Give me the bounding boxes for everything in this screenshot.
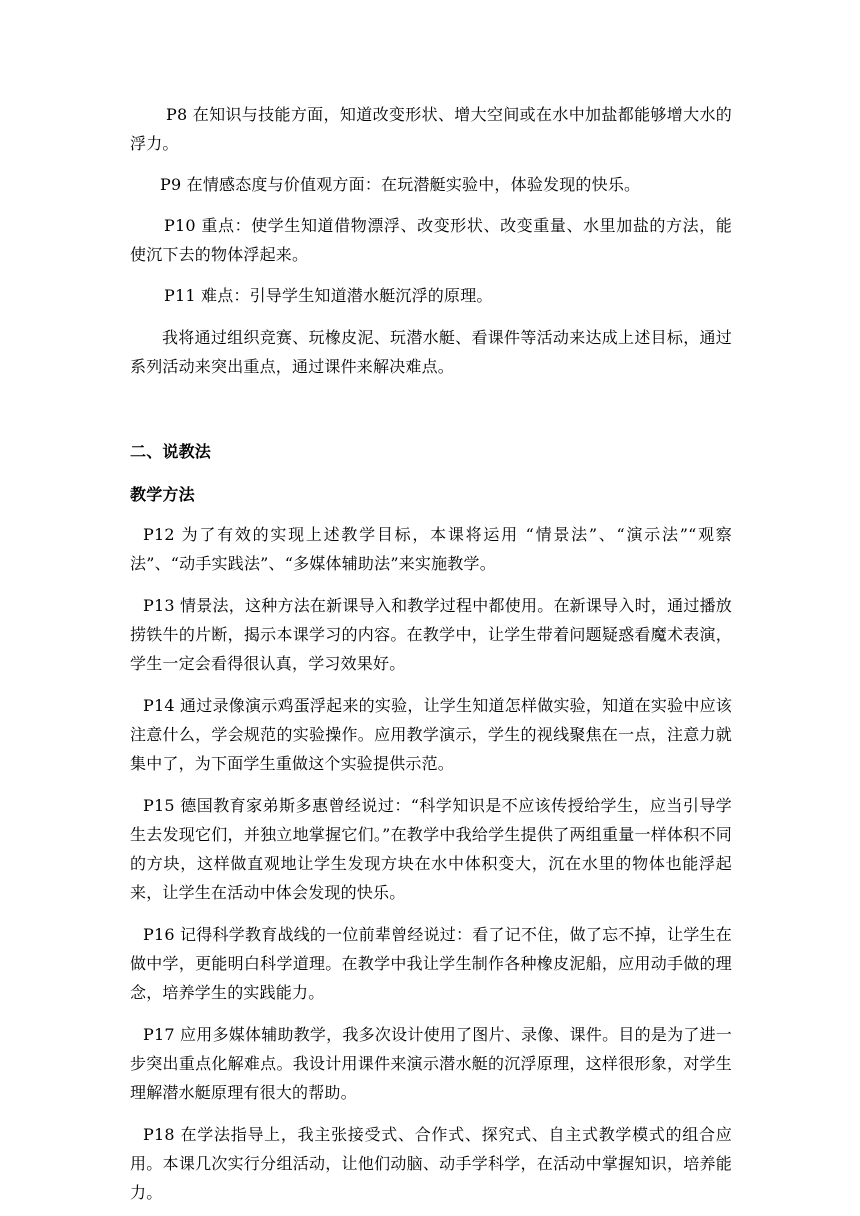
document-page [130, 100, 732, 1207]
paragraph-p9: P9 在情感态度与价值观方面：在玩潜艇实验中，体验发现的快乐。 [160, 175, 641, 194]
paragraph-intro: 我将通过组织竞赛、玩橡皮泥、玩潜水艇、看课件等活动来达成上述目标，通过系列活动来突出重点，通过课件来解决难点。 [130, 328, 732, 376]
section-heading: 二、说教法 [130, 442, 212, 461]
paragraph-p17: P17 应用多媒体辅助教学，我多次设计使用了图片、录像、课件。目的是为了进一步突出重点化解难点。我设计用课件来演示潜水艇的沉浮原理，这样很形象，对学生理解潜水艇原理有很大的帮助。 [130, 1025, 732, 1102]
paragraph-p16: P16 记得科学教育战线的一位前辈曾经说过：看了记不住，做了忘不掉，让学生在做中学，更能明白科学道理。在教学中我让学生制作各种橡皮泥船，应用动手做的理念，培养学生的实践能力。 [130, 925, 732, 1002]
paragraph-p14: P14 通过录像演示鸡蛋浮起来的实验，让学生知道怎样做实验，知道在实验中应该注意什么，学会规范的实验操作。应用教学演示，学生的视线聚焦在一点，注意力就集中了，为下面学生重做这个实验提供示范。 [130, 696, 732, 773]
paragraph-p11: P11 难点：引导学生知道潜水艇沉浮的原理。 [164, 286, 493, 305]
paragraph-p15: P15 德国教育家弟斯多惠曾经说过：“科学知识是不应该传授给学生，应当引导学生去发现它们，并独立地掌握它们。”在教学中我给学生提供了两组重量一样体积不同的方块，这样做直观地让学生发现方块在水中体积变大，沉在水里的物体也能浮起来，让学生在活动中体会发现的快乐。 [130, 796, 732, 902]
paragraph-p12: P12 为了有效的实现上述教学目标，本课将运用 “情景法”、“演示法”“观察法”、“动手实践法”、“多媒体辅助法”来实施教学。 [130, 525, 732, 573]
paragraph-p13: P13 情景法，这种方法在新课导入和教学过程中都使用。在新课导入时，通过播放捞铁牛的片断，揭示本课学习的内容。在教学中，让学生带着问题疑惑看魔术表演，学生一定会看得很认真，学习效果好。 [130, 596, 732, 673]
subsection-heading: 教学方法 [130, 485, 195, 504]
paragraph-p8: P8 在知识与技能方面，知道改变形状、增大空间或在水中加盐都能够增大水的浮力。 [130, 105, 732, 153]
paragraph-p10: P10 重点：使学生知道借物漂浮、改变形状、改变重量、水里加盐的方法，能使沉下去的物体浮起来。 [130, 216, 732, 264]
paragraph-p18: P18 在学法指导上，我主张接受式、合作式、探究式、自主式教学模式的组合应用。本课几次实行分组活动，让他们动脑、动手学科学，在活动中掌握知识，培养能力。 [130, 1125, 732, 1202]
